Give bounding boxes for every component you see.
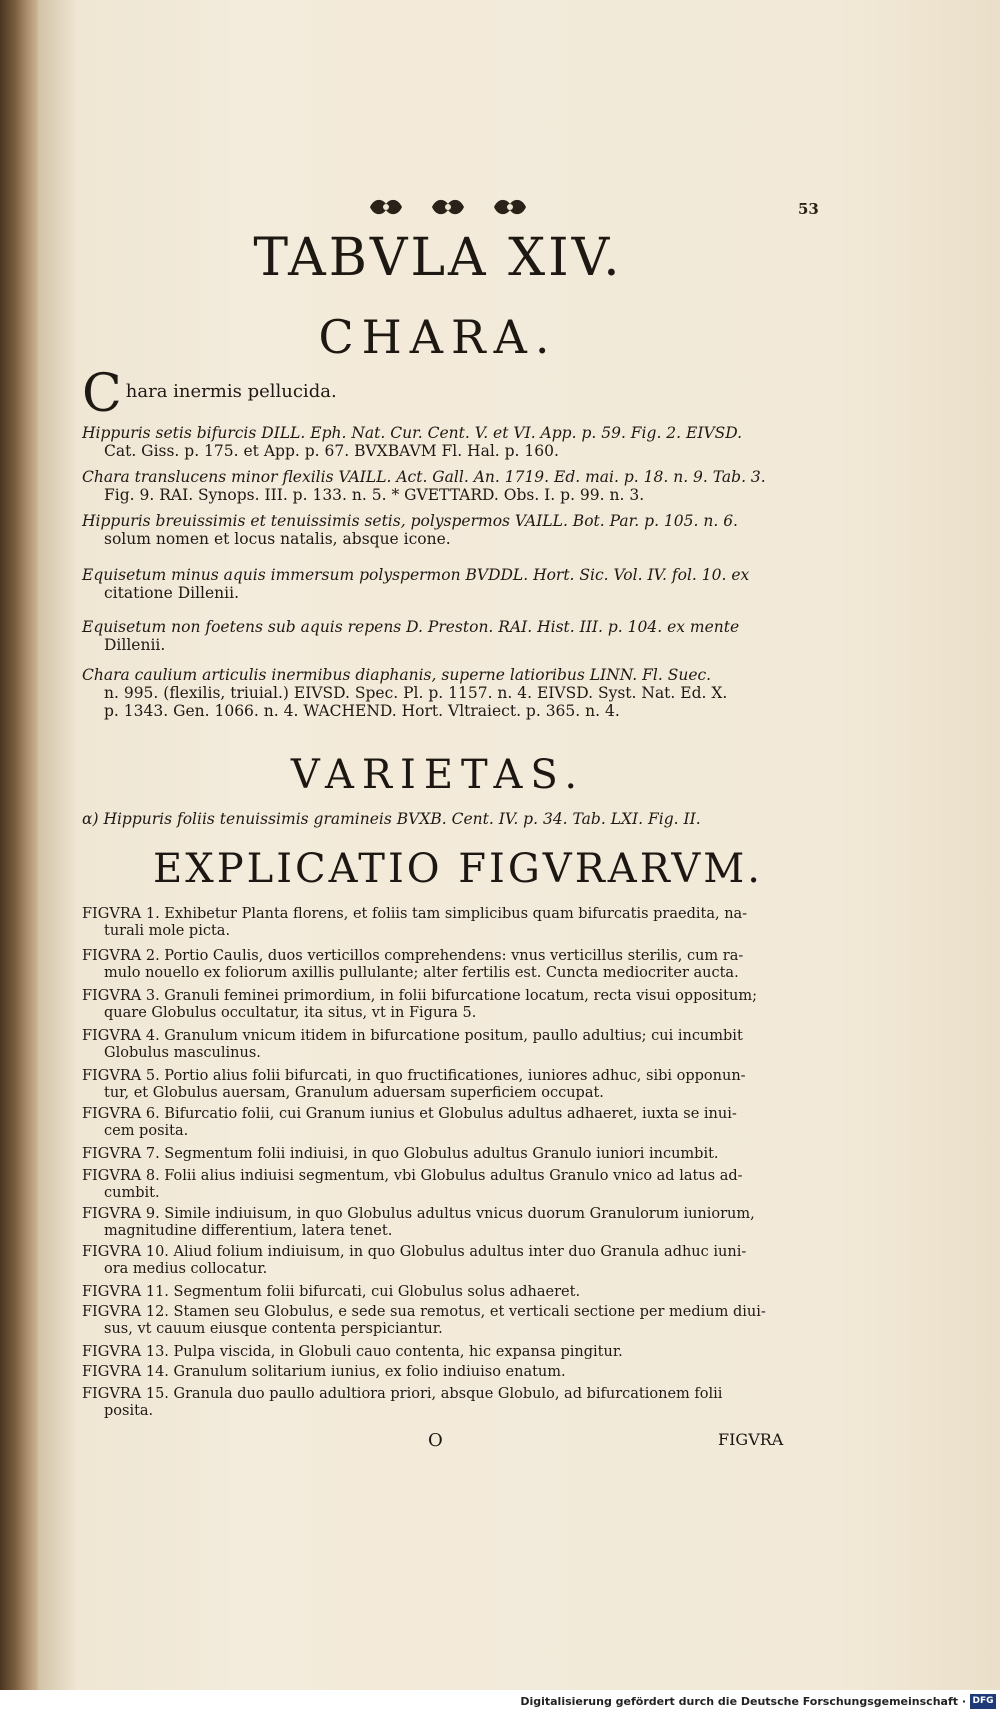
synonym-entry — [82, 468, 827, 504]
figure-first-line: FIGVRA 5. Portio alius folii bifurcati, in quo fructificationes, iuniores adhuc, sibi opponun- — [82, 1068, 746, 1084]
signature-mark: O — [428, 1430, 443, 1451]
figure-continuation: turali mole picta. — [104, 923, 231, 939]
figure-first-line: FIGVRA 6. Bifurcatio folii, cui Granum iunius et Globulus adultus adhaeret, iuxta se inui- — [82, 1106, 737, 1122]
figure-continuation: Globulus masculinus. — [104, 1045, 261, 1061]
drop-cap: C — [82, 364, 122, 424]
dfg-logo-icon: DFG — [970, 1694, 996, 1709]
figure-entry — [82, 1068, 827, 1102]
synonym-entry — [82, 512, 827, 548]
footer-credit: Digitalisierung gefördert durch die Deutsche Forschungsgemeinschaft · — [520, 1695, 966, 1708]
figure-first-line: FIGVRA 12. Stamen seu Globulus, e sede sua remotus, et verticali sectione per medium diui- — [82, 1304, 766, 1320]
figure-entry — [82, 1028, 827, 1062]
figure-continuation: cem posita. — [104, 1123, 189, 1139]
ornament-icon — [368, 196, 404, 218]
figure-first-line: FIGVRA 3. Granuli feminei primordium, in folii bifurcatione locatum, recta visui oppositum; — [82, 988, 757, 1004]
figure-first-line: FIGVRA 9. Simile indiuisum, in quo Globulus adultus vnicus duorum Granulorum iuniorum, — [82, 1206, 755, 1222]
figure-continuation: posita. — [104, 1403, 154, 1419]
figure-continuation: mulo nouello ex foliorum axillis pullulante; alter fertilis est. Cuncta mediocriter aucta. — [104, 965, 739, 981]
page-number: 53 — [798, 200, 819, 218]
digitization-footer — [0, 1690, 1000, 1715]
figure-entry — [82, 1284, 827, 1301]
figure-first-line: FIGVRA 1. Exhibetur Planta florens, et foliis tam simplicibus quam bifurcatis praedita, na- — [82, 906, 748, 922]
synonym-continuation: citatione Dillenii. — [104, 584, 240, 602]
synonym-continuation: Cat. Giss. p. 175. et App. p. 67. BVXBAVM Fl. Hal. p. 160. — [104, 442, 559, 460]
synonym-entry — [82, 566, 827, 602]
synonym-first-line: Equisetum non foetens sub aquis repens D. Preston. RAI. Hist. III. p. 104. ex mente — [82, 618, 740, 636]
figure-entry — [82, 1244, 827, 1278]
page-title: TABVLA XIV. — [253, 228, 623, 288]
figure-first-line: FIGVRA 14. Granulum solitarium iunius, ex folio indiuiso enatum. — [82, 1364, 566, 1380]
synonym-entry — [82, 364, 827, 424]
figure-entry — [82, 988, 827, 1022]
figure-continuation: ora medius collocatur. — [104, 1261, 268, 1277]
book-page — [38, 0, 1000, 1690]
synonym-continuation: Fig. 9. RAI. Synops. III. p. 133. n. 5. * GVETTARD. Obs. I. p. 99. n. 3. — [104, 486, 645, 504]
figure-continuation: sus, vt cauum eiusque contenta perspiciantur. — [104, 1321, 443, 1337]
figure-first-line: FIGVRA 11. Segmentum folii bifurcati, cui Globulus solus adhaeret. — [82, 1284, 581, 1300]
figure-entry — [82, 1206, 827, 1240]
synonym-first-line: Equisetum minus aquis immersum polyspermon BVDDL. Hort. Sic. Vol. IV. fol. 10. ex — [82, 566, 750, 584]
figure-first-line: FIGVRA 8. Folii alius indiuisi segmentum, vbi Globulus adultus Granulo vnico ad latus ad- — [82, 1168, 743, 1184]
figure-entry — [82, 1106, 827, 1140]
figure-entry — [82, 948, 827, 982]
synonym-continuation: n. 995. (flexilis, triuial.) EIVSD. Spec. Pl. p. 1157. n. 4. EIVSD. Syst. Nat. Ed. X. — [104, 684, 728, 702]
synonym-text: hara inermis pellucida. — [125, 381, 337, 402]
figure-first-line: FIGVRA 4. Granulum vnicum itidem in bifurcatione positum, paullo adultius; cui incumbit — [82, 1028, 743, 1044]
figure-continuation: quare Globulus occultatur, ita situs, vt in Figura 5. — [104, 1005, 477, 1021]
figure-entry — [82, 1304, 827, 1338]
catchword: FIGVRA — [718, 1430, 784, 1449]
synonym-entry — [82, 666, 827, 720]
book-binding — [0, 0, 38, 1715]
varietas-line: α) Hippuris foliis tenuissimis gramineis BVXB. Cent. IV. p. 34. Tab. LXI. Fig. II. — [82, 810, 701, 828]
synonym-continuation: p. 1343. Gen. 1066. n. 4. WACHEND. Hort. Vltraiect. p. 365. n. 4. — [104, 702, 620, 720]
figure-continuation: cumbit. — [104, 1185, 160, 1201]
synonym-entry — [82, 424, 827, 460]
figure-first-line: FIGVRA 2. Portio Caulis, duos verticillos comprehendens: vnus verticillus sterilis, cum ra- — [82, 948, 744, 964]
figure-entry — [82, 1386, 827, 1420]
synonym-first-line: Hippuris breuissimis et tenuissimis setis, polyspermos VAILL. Bot. Par. p. 105. n. 6. — [82, 512, 738, 530]
figure-first-line: FIGVRA 15. Granula duo paullo adultiora priori, absque Globulo, ad bifurcationem folii — [82, 1386, 723, 1402]
synonym-continuation: solum nomen et locus natalis, absque icone. — [104, 530, 451, 548]
genus-title: CHARA. — [318, 310, 558, 364]
figure-entry — [82, 1364, 827, 1381]
synonym-first-line: Chara translucens minor flexilis VAILL. Act. Gall. An. 1719. Ed. mai. p. 18. n. 9. Tab. 3. — [82, 468, 766, 486]
figure-entry — [82, 1168, 827, 1202]
synonym-first-line: Hippuris setis bifurcis DILL. Eph. Nat. Cur. Cent. V. et VI. App. p. 59. Fig. 2. EIVSD. — [82, 424, 743, 442]
figure-entry — [82, 1146, 827, 1163]
ornament-icon — [492, 196, 528, 218]
synonym-continuation: Dillenii. — [104, 636, 166, 654]
figure-first-line: FIGVRA 10. Aliud folium indiuisum, in quo Globulus adultus inter duo Granula adhuc iuni- — [82, 1244, 747, 1260]
figure-entry — [82, 906, 827, 940]
figure-first-line: FIGVRA 7. Segmentum folii indiuisi, in quo Globulus adultus Granulo iuniori incumbit. — [82, 1146, 719, 1162]
varietas-heading: VARIETAS. — [290, 752, 586, 798]
figure-continuation: tur, et Globulus auersam, Granulum aduersam superficiem occupat. — [104, 1085, 604, 1101]
figure-continuation: magnitudine differentium, latera tenet. — [104, 1223, 393, 1239]
explicatio-heading: EXPLICATIO FIGVRARVM. — [153, 846, 763, 892]
ornament-icon — [430, 196, 466, 218]
synonym-first-line: Chara caulium articulis inermibus diaphanis, superne latioribus LINN. Fl. Suec. — [82, 666, 712, 684]
synonym-entry — [82, 618, 827, 654]
figure-entry — [82, 1344, 827, 1361]
header-ornament — [368, 196, 528, 220]
figure-first-line: FIGVRA 13. Pulpa viscida, in Globuli cauo contenta, hic expansa pingitur. — [82, 1344, 623, 1360]
